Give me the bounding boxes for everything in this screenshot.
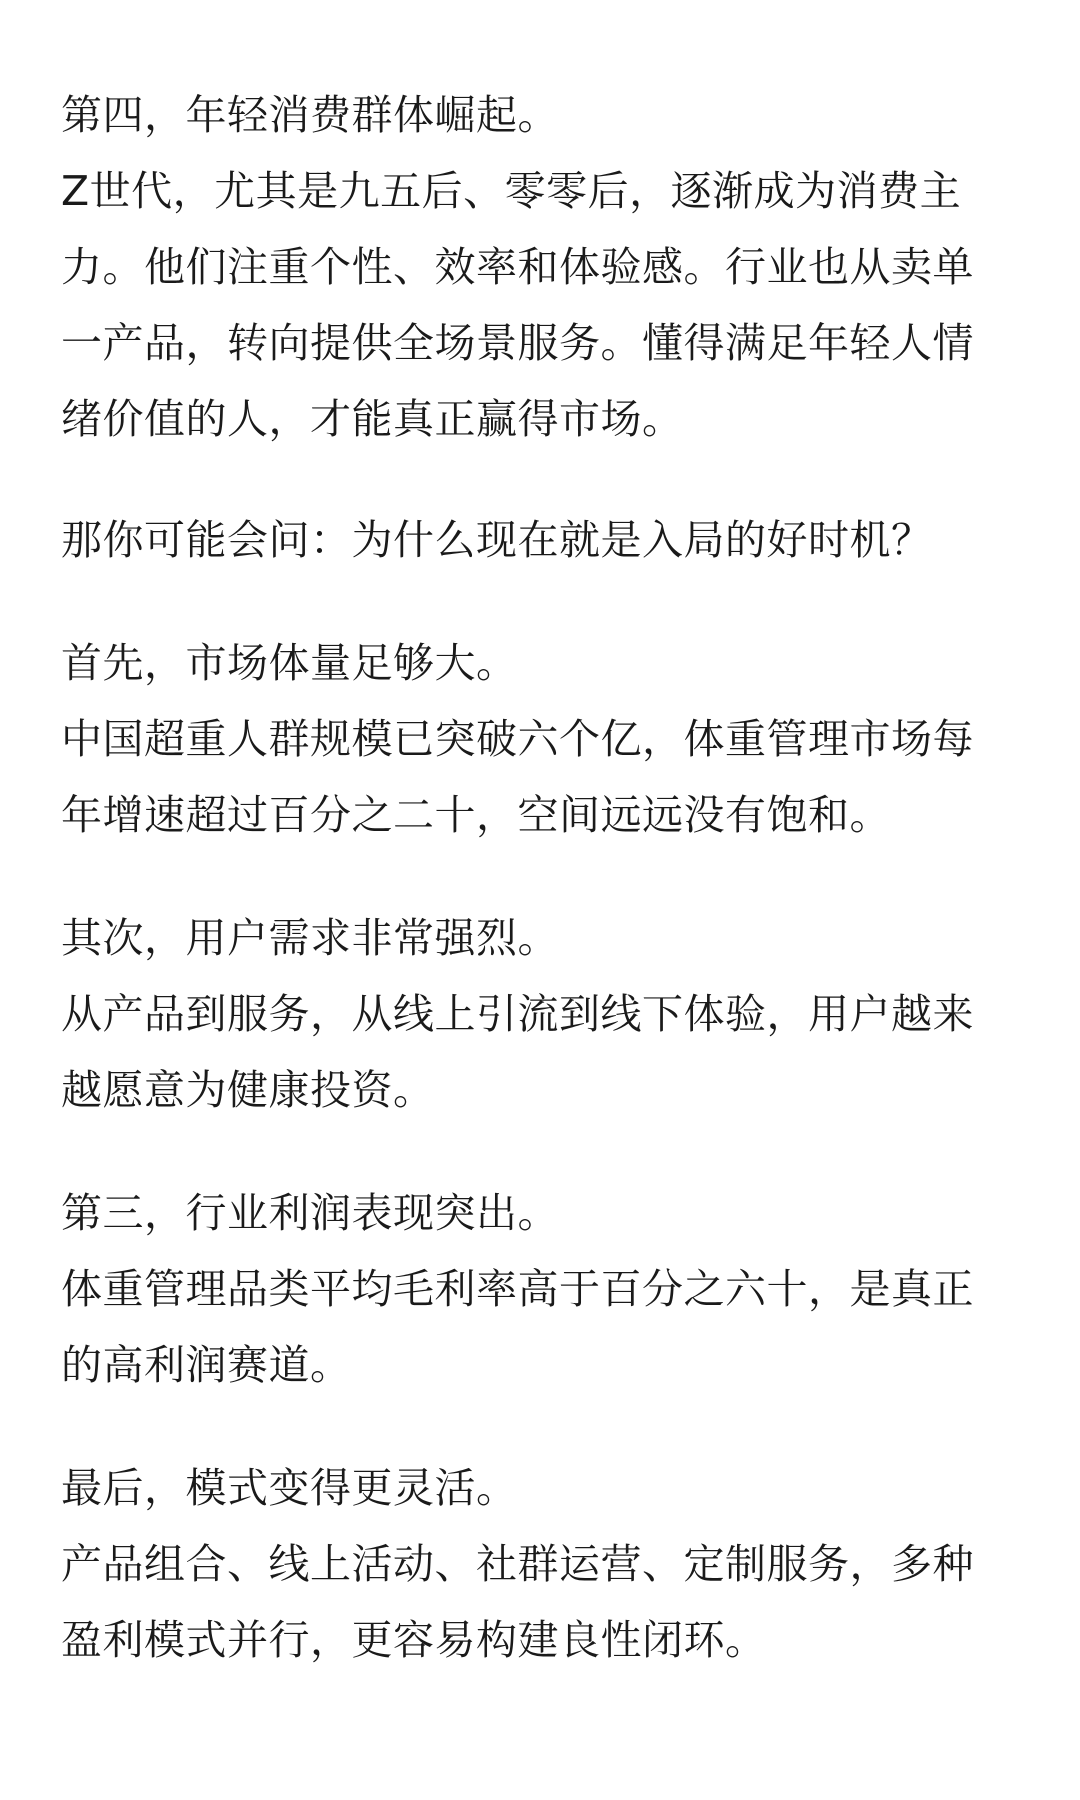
paragraph-line: 的高利润赛道。 bbox=[61, 1341, 352, 1389]
paragraph-line: 一产品，转向提供全场景服务。懂得满足年轻人情 bbox=[61, 319, 974, 367]
section-heading-fourth: 第四，年轻消费群体崛起。 bbox=[61, 91, 559, 139]
section-heading-last: 最后，模式变得更灵活。 bbox=[61, 1464, 518, 1512]
paragraph-line: 从产品到服务，从线上引流到线下体验，用户越来 bbox=[61, 990, 974, 1038]
paragraph-line: 中国超重人群规模已突破六个亿，体重管理市场每 bbox=[61, 715, 974, 763]
section-heading-third: 第三，行业利润表现突出。 bbox=[61, 1189, 559, 1237]
paragraph-line: 体重管理品类平均毛利率高于百分之六十，是真正 bbox=[61, 1265, 974, 1313]
paragraph-line: 越愿意为健康投资。 bbox=[61, 1066, 435, 1114]
section-heading-first: 首先，市场体量足够大。 bbox=[61, 639, 518, 687]
paragraph-line: 年增速超过百分之二十，空间远远没有饱和。 bbox=[61, 791, 891, 839]
question-line: 那你可能会问：为什么现在就是入局的好时机？ bbox=[61, 516, 933, 564]
section-heading-second: 其次，用户需求非常强烈。 bbox=[61, 914, 559, 962]
paragraph-line: 力。他们注重个性、效率和体验感。行业也从卖单 bbox=[61, 243, 974, 291]
paragraph-line: 产品组合、线上活动、社群运营、定制服务，多种 bbox=[61, 1540, 974, 1588]
paragraph-line: 盈利模式并行，更容易构建良性闭环。 bbox=[61, 1616, 767, 1664]
paragraph-line: 绪价值的人，才能真正赢得市场。 bbox=[61, 395, 684, 443]
paragraph-line: Z世代，尤其是九五后、零零后，逐渐成为消费主 bbox=[61, 167, 962, 215]
